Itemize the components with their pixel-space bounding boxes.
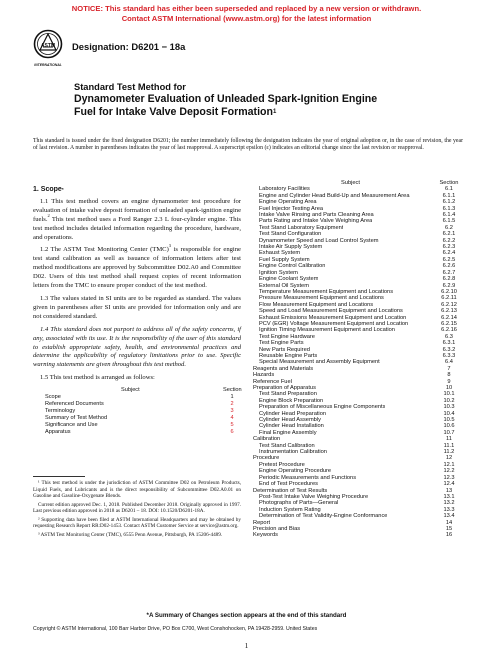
- row-subject: Cylinder Head Assembly: [259, 417, 321, 424]
- row-subject: Induction System Rating: [259, 506, 321, 513]
- paragraph-1-3: 1.3 The values stated in SI units are to be regarded as standard. The values given in parentheses after SI units are provided for information only and are not considered standard.: [33, 294, 241, 320]
- scope-heading-text: Scope: [40, 186, 62, 193]
- table-header: [45, 387, 241, 394]
- row-section: 13.3: [443, 506, 455, 513]
- row-section: 13.2: [443, 500, 455, 507]
- footnote-1: ¹ This test method is under the jurisdiction of ASTM Committee D02 on Petroleum Products, Liquid Fuels, and Lubricants and is the direct responsibility of Subcommittee D02.A0.01 on Gasoline and Gasoline-Oxygenate Blends.: [33, 480, 241, 499]
- row-section: 14: [445, 519, 453, 526]
- row-subject: Engine Block Preparation: [259, 397, 324, 404]
- astm-logo-icon: [33, 27, 63, 69]
- page-number: 1: [244, 641, 249, 650]
- right-header-section: Section: [439, 180, 459, 186]
- row-section: 6.3.1: [442, 340, 456, 347]
- copyright-line: Copyright © ASTM International, 100 Barr Harbor Drive, PO Box C700, West Conshohocken, PA 19428-2959. United States: [33, 626, 318, 632]
- row-subject: Fuel Supply System: [259, 256, 310, 263]
- title-footnote-ref: 1: [272, 108, 277, 115]
- row-subject: Instrumentation Calibration: [259, 449, 327, 456]
- title-line-2: [74, 106, 377, 119]
- row-subject: Engine Operating Procedure: [259, 468, 332, 475]
- row-subject: Ignition Timing Measurement Equipment and Location: [259, 327, 395, 334]
- withdrawal-notice: [0, 4, 493, 23]
- notice-line-1: NOTICE: This standard has either been superseded and replaced by a new version or withdrawn.: [71, 4, 422, 13]
- row-subject: Dynamometer Speed and Load Control System: [259, 237, 379, 244]
- p11-text-b: This test method uses a Ford Ranger 2.3 L four-cylinder engine. This test method includes detailed information regarding the procedure, hardware, and operations.: [33, 215, 241, 241]
- row-subject: Significance and Use: [45, 422, 98, 429]
- paragraph-1-1: [33, 198, 241, 243]
- row-subject: Laboratory Facilities: [259, 186, 310, 193]
- row-section: 6.3: [445, 333, 453, 340]
- header-subject: Subject: [121, 387, 140, 394]
- paragraph-1-5: 1.5 This test method is arranged as follows:: [40, 374, 155, 382]
- row-section: 6.1: [445, 186, 453, 193]
- row-subject: Reference Fuel: [253, 378, 292, 385]
- right-header-subject: Subject: [341, 180, 360, 186]
- row-section: 11.1: [443, 442, 455, 449]
- row-subject: PCV (EGR) Voltage Measurement Equipment and Location: [259, 320, 409, 327]
- row-subject: External Oil System: [259, 282, 309, 289]
- row-subject: Pretest Procedure: [259, 461, 305, 468]
- row-section: 6.1.1: [442, 192, 456, 199]
- row-section: 6.2.14: [441, 314, 457, 321]
- row-section: 6: [230, 429, 234, 436]
- row-subject: End of Test Procedures: [259, 481, 319, 488]
- row-section: 3: [230, 408, 234, 415]
- standard-type: Standard Test Method for: [74, 82, 186, 92]
- table-row: [253, 532, 461, 538]
- row-subject: Final Engine Assembly: [259, 429, 317, 436]
- table-row: [45, 408, 241, 415]
- row-section: 11: [446, 436, 452, 443]
- row-subject: Speed and Load Measurement Equipment and Locations: [259, 308, 403, 315]
- row-section: 6.1.5: [442, 218, 456, 225]
- row-subject: Report: [253, 519, 271, 526]
- row-section: 13.1: [443, 493, 455, 500]
- row-subject: Test Engine Parts: [259, 340, 304, 347]
- row-section: 12: [445, 455, 453, 462]
- row-section: 6.2.9: [442, 282, 456, 289]
- row-section: 6.2.12: [441, 301, 457, 308]
- row-subject: Procedure: [253, 455, 280, 462]
- row-subject: Apparatus: [45, 429, 71, 436]
- row-subject: Preparation of Miscellaneous Engine Components: [259, 404, 386, 411]
- row-subject: Test Stand Calibration: [259, 442, 315, 449]
- title-line-1: Dynamometer Evaluation of Unleaded Spark-Ignition Engine: [74, 93, 378, 105]
- footnote-rule: [33, 476, 85, 477]
- row-subject: Test Stand Preparation: [259, 391, 317, 398]
- document-title-block: [74, 82, 377, 119]
- row-subject: Pressure Measurement Equipment and Locations: [259, 295, 384, 302]
- paragraph-1-2: [33, 243, 241, 291]
- row-subject: Exhaust Emissions Measurement Equipment and Location: [259, 314, 407, 321]
- row-section: 10.2: [443, 397, 455, 404]
- table-row: [45, 429, 241, 436]
- row-subject: Test Stand Configuration: [259, 231, 322, 238]
- row-section: 6.2.11: [441, 295, 457, 302]
- row-subject: Exhaust System: [259, 250, 301, 257]
- row-section: 4: [230, 415, 234, 422]
- row-subject: Intake Valve Rinsing and Parts Cleaning Area: [259, 212, 374, 219]
- row-subject: Scope: [45, 394, 61, 401]
- p11-text: 1.1 This test method covers an engine dynamometer test procedure for evaluation of intake valve deposit formation of unleaded spark-ignition engine fuels.: [33, 197, 241, 223]
- row-section: 6.1.4: [442, 212, 456, 219]
- row-section: 6.2.16: [441, 327, 457, 334]
- row-subject: Intake Air Supply System: [259, 244, 323, 251]
- table-row: [45, 394, 241, 401]
- row-section: 6.2.5: [442, 256, 456, 263]
- row-section: 9: [447, 378, 451, 385]
- table-row: [45, 422, 241, 429]
- row-subject: Parts Rating and Intake Valve Weighing Area: [259, 218, 373, 225]
- row-section: 6.3.3: [442, 352, 456, 359]
- scope-heading-num: 1.: [33, 186, 39, 193]
- row-section: 8: [447, 372, 451, 379]
- row-section: 10.3: [443, 404, 455, 411]
- row-subject: Reagents and Materials: [253, 365, 314, 372]
- footnote-1b: Current edition approved Dec. 1, 2018. Published December 2018. Originally approved in 1997. Last previous edition approved in 2018 as D6201 – 18. DOI: 10.1520/D6201-18A.: [33, 501, 241, 514]
- row-section: 6.2.15: [441, 320, 457, 327]
- row-subject: Referenced Documents: [45, 401, 104, 408]
- header-section: Section: [223, 387, 242, 394]
- row-section: 12.1: [443, 461, 455, 468]
- row-section: 13: [445, 487, 453, 494]
- scope-arrangement-table: [45, 387, 241, 436]
- row-subject: Determination of Test Results: [253, 487, 328, 494]
- row-section: 6.2.4: [442, 250, 456, 257]
- row-section: 10.7: [443, 429, 455, 436]
- row-subject: Photographs of Parts—General: [259, 500, 339, 507]
- row-section: 6.2.7: [442, 269, 456, 276]
- logo-subtext: INTERNATIONAL: [34, 63, 62, 67]
- row-section: 16: [445, 532, 453, 539]
- footnotes: [33, 476, 241, 540]
- right-column-table: [253, 180, 461, 539]
- row-section: 6.1.2: [442, 199, 456, 206]
- p12-sup: 3: [168, 243, 172, 249]
- row-section: 12.4: [443, 481, 455, 488]
- row-subject: Engine and Cylinder Head Build-Up and Measurement Area: [259, 192, 410, 199]
- row-section: 6.2.1: [442, 231, 456, 238]
- preamble: This standard is issued under the fixed designation D6201; the number immediately following the designation indicates the year of original adoption or, in the case of revision, the year of last revision. A number in parentheses indicates the year of last reapproval. A superscript epsilon (ε) indicates an editorial change since the last revision or reapproval.: [33, 138, 463, 152]
- row-section: 6.3.2: [442, 346, 456, 353]
- row-subject: Ignition System: [259, 269, 298, 276]
- scope-heading: [33, 186, 241, 195]
- row-subject: Terminology: [45, 408, 76, 415]
- table-row: [45, 415, 241, 422]
- row-subject: Determination of Test Validity-Engine Conformance: [259, 513, 388, 520]
- logo-text: ASTM: [40, 43, 56, 49]
- row-section: 10.4: [443, 410, 455, 417]
- row-subject: Test Stand Laboratory Equipment: [259, 224, 344, 231]
- row-section: 10: [445, 385, 453, 391]
- row-section: 15: [445, 525, 453, 532]
- title-line-2-text: Fuel for Intake Valve Deposit Formation: [74, 105, 273, 118]
- row-subject: Keywords: [253, 532, 278, 539]
- row-subject: New Parts Required: [259, 346, 310, 353]
- row-section: 6.2.13: [441, 308, 457, 315]
- row-subject: Post-Test Intake Valve Weighing Procedure: [259, 493, 369, 500]
- row-subject: Test Engine Hardware: [259, 333, 315, 340]
- row-section: 6.2.2: [442, 237, 456, 244]
- p12-text: 1.2 The ASTM Test Monitoring Center (TMC): [40, 246, 169, 254]
- row-section: 10.1: [443, 391, 455, 398]
- row-section: 1: [230, 394, 234, 401]
- row-section: 10.5: [443, 417, 455, 424]
- row-section: 10.6: [443, 423, 455, 430]
- row-subject: Periodic Measurements and Functions: [259, 474, 357, 481]
- row-subject: Cylinder Head Preparation: [259, 410, 327, 417]
- row-subject: Engine Operating Area: [259, 199, 317, 206]
- p12-text-b: is responsible for engine test stand calibration as well as issuance of information letters after test method modifications are approved by Subcommittee D02.A0 and Committee D02. Users of this test method shall request copies of recent information letters from the TMC to ensure proper conduct of the test method.: [33, 246, 241, 290]
- row-section: 12.3: [443, 474, 455, 481]
- row-subject: Fuel Injector Testing Area: [259, 205, 324, 212]
- left-column: [33, 186, 241, 436]
- row-subject: Temperature Measurement Equipment and Locations: [259, 288, 394, 295]
- designation: Designation: D6201 − 18a: [72, 41, 186, 52]
- row-subject: Summary of Test Method: [45, 415, 108, 422]
- row-subject: Preparation of Apparatus: [253, 385, 316, 391]
- row-subject: Special Measurement and Assembly Equipment: [259, 359, 380, 366]
- row-section: 6.2.6: [442, 263, 456, 270]
- scope-heading-sup: *: [61, 187, 64, 192]
- row-section: 6.2: [445, 224, 453, 231]
- row-subject: Calibration: [253, 436, 281, 443]
- row-section: 13.4: [443, 513, 455, 520]
- p11-sup: 2: [47, 212, 50, 218]
- row-section: 6.1.3: [442, 205, 456, 212]
- summary-of-changes-note: *A Summary of Changes section appears at the end of this standard: [146, 612, 347, 619]
- footnote-2: ² Supporting data have been filed at ASTM International Headquarters and may be obtained by requesting Research Report RR:D02-1453. Contact ASTM Customer Service at service@astm.org.: [33, 516, 241, 529]
- row-section: 7: [447, 365, 451, 372]
- row-section: 6.2.10: [441, 288, 457, 295]
- row-section: 2: [230, 401, 234, 408]
- row-section: 12.2: [443, 468, 455, 475]
- row-subject: Engine Coolant System: [259, 276, 319, 283]
- row-section: 6.2.3: [442, 244, 456, 251]
- row-section: 5: [230, 422, 234, 429]
- row-section: 6.4: [445, 359, 453, 366]
- row-subject: Hazards: [253, 372, 275, 379]
- row-subject: Flow Measurement Equipment and Locations: [259, 301, 374, 308]
- row-subject: Cylinder Head Installation: [259, 423, 324, 430]
- notice-line-2: Contact ASTM International (www.astm.org) for the latest information: [121, 13, 372, 23]
- row-subject: Reusable Engine Parts: [259, 352, 318, 359]
- footnote-3: ³ ASTM Test Monitoring Center (TMC), 6555 Penn Avenue, Pittsburgh, PA 15206-4489.: [38, 531, 223, 538]
- row-subject: Engine Control Calibration: [259, 263, 326, 270]
- table-row: [45, 401, 241, 408]
- row-section: 11.2: [443, 449, 455, 456]
- paragraph-1-4: 1.4 This standard does not purport to address all of the safety concerns, if any, associated with its use. It is the responsibility of the user of this standard to establish appropriate safety, health, and environmental practices and determine the applicability of regulatory limitations prior to use. Specific warning statements are given throughout this test method.: [33, 325, 241, 369]
- row-section: 6.2.8: [442, 276, 456, 283]
- row-subject: Precision and Bias: [253, 525, 301, 532]
